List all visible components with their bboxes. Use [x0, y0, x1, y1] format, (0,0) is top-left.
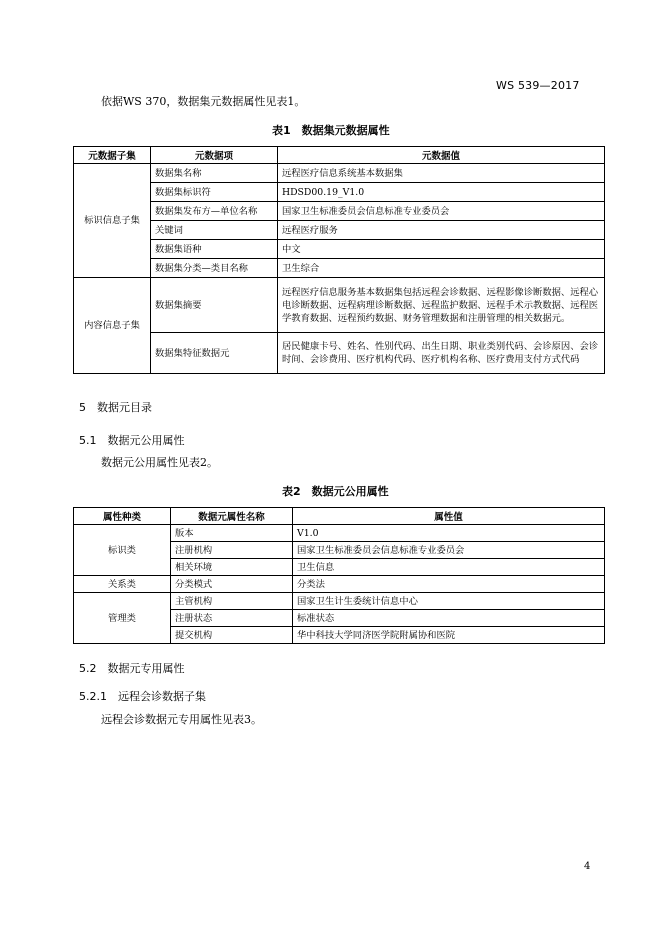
table1-value: 远程医疗信息系统基本数据集	[278, 164, 605, 183]
table1-caption: 表1 数据集元数据属性	[272, 124, 390, 137]
section-5-1-paragraph: 数据元公用属性见表2。	[101, 456, 218, 469]
table1-header-value: 元数据值	[278, 147, 605, 164]
table2-header-value: 属性值	[293, 508, 605, 525]
table2-header-row	[74, 508, 605, 525]
table-row	[74, 593, 605, 610]
table1-value: HDSD00.19_V1.0	[278, 183, 605, 202]
table1-item: 数据集语种	[151, 240, 278, 259]
table1-item: 数据集特征数据元	[151, 333, 278, 374]
table2-value: 国家卫生标准委员会信息标准专业委员会	[293, 542, 605, 559]
table2-item: 注册状态	[171, 610, 293, 627]
table1-value: 国家卫生标准委员会信息标准专业委员会	[278, 202, 605, 221]
table1-value: 卫生综合	[278, 259, 605, 278]
table2-item: 提交机构	[171, 627, 293, 644]
table-row	[74, 164, 605, 183]
table2-value: 分类法	[293, 576, 605, 593]
table2-item: 注册机构	[171, 542, 293, 559]
table-row	[74, 183, 605, 202]
section-5-heading: 5 数据元目录	[79, 401, 152, 414]
table1-value: 中文	[278, 240, 605, 259]
table1	[73, 146, 605, 374]
table-row	[74, 278, 605, 333]
document-code: WS 539—2017	[496, 79, 580, 92]
table-row	[74, 202, 605, 221]
table1-value: 居民健康卡号、姓名、性别代码、出生日期、职业类别代码、会诊原因、会诊时间、会诊费用、医疗机构代码、医疗机构名称、医疗费用支付方式代码	[278, 333, 605, 374]
table-row	[74, 221, 605, 240]
table2-header-category: 属性种类	[74, 508, 171, 525]
table1-header-row	[74, 147, 605, 164]
table1-item: 数据集标识符	[151, 183, 278, 202]
table2-group-management: 管理类	[74, 593, 171, 644]
table1-item: 数据集摘要	[151, 278, 278, 333]
table2-group-identification: 标识类	[74, 525, 171, 576]
table2-value: V1.0	[293, 525, 605, 542]
table1-value: 远程医疗服务	[278, 221, 605, 240]
table2-item: 版本	[171, 525, 293, 542]
table1-group-content: 内容信息子集	[74, 278, 151, 374]
page-number: 4	[584, 861, 591, 872]
table1-header-item: 元数据项	[151, 147, 278, 164]
table-row	[74, 333, 605, 374]
table-row	[74, 576, 605, 593]
table2-value: 国家卫生计生委统计信息中心	[293, 593, 605, 610]
section-5-2-1-paragraph: 远程会诊数据元专用属性见表3。	[101, 713, 262, 726]
table1-group-identification: 标识信息子集	[74, 164, 151, 278]
intro-paragraph: 依据WS 370，数据集元数据属性见表1。	[101, 95, 306, 108]
table2-item: 相关环境	[171, 559, 293, 576]
table1-value: 远程医疗信息服务基本数据集包括远程会诊数据、远程影像诊断数据、远程心电诊断数据、远程病理诊断数据、远程监护数据、远程手术示教数据、远程医学教育数据、远程预约数据、财务管理数据和注册管理的相关数据元。	[278, 278, 605, 333]
table1-item: 关键词	[151, 221, 278, 240]
section-5-2-heading: 5.2 数据元专用属性	[79, 662, 185, 675]
table2-value: 标准状态	[293, 610, 605, 627]
table-row	[74, 525, 605, 542]
table1-header-subset: 元数据子集	[74, 147, 151, 164]
table1-item: 数据集分类—类目名称	[151, 259, 278, 278]
table2-value: 卫生信息	[293, 559, 605, 576]
table2-header-attribute: 数据元属性名称	[171, 508, 293, 525]
section-5-1-heading: 5.1 数据元公用属性	[79, 434, 185, 447]
table-row	[74, 259, 605, 278]
table-row	[74, 240, 605, 259]
table1-item: 数据集名称	[151, 164, 278, 183]
table2-group-relation: 关系类	[74, 576, 171, 593]
section-5-2-1-heading: 5.2.1 远程会诊数据子集	[79, 690, 206, 703]
table2-item: 主管机构	[171, 593, 293, 610]
table2-caption: 表2 数据元公用属性	[282, 485, 389, 498]
table2	[73, 507, 605, 644]
table2-value: 华中科技大学同济医学院附属协和医院	[293, 627, 605, 644]
table2-item: 分类模式	[171, 576, 293, 593]
table1-item: 数据集发布方—单位名称	[151, 202, 278, 221]
